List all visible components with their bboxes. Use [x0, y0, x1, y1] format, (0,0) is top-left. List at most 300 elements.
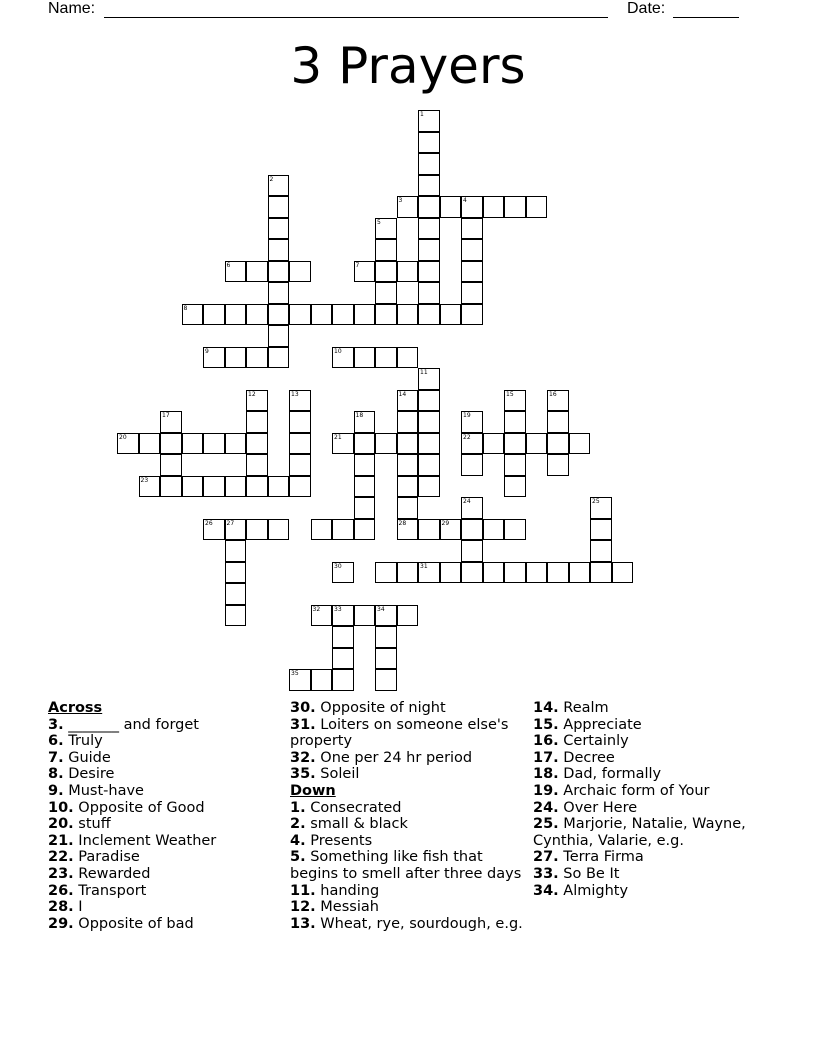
grid-cell[interactable]: [225, 261, 247, 283]
grid-cell[interactable]: [289, 304, 311, 326]
clue-number: 23: [140, 476, 149, 484]
grid-cell[interactable]: [203, 347, 225, 369]
clue-item: [48, 849, 283, 866]
grid-cell[interactable]: [547, 454, 569, 476]
clue-number: 20: [119, 433, 127, 441]
grid-cell[interactable]: [332, 626, 354, 648]
grid-cell[interactable]: [461, 519, 483, 541]
grid-cell[interactable]: [397, 562, 419, 584]
grid-cell[interactable]: [246, 261, 268, 283]
grid-cell[interactable]: [461, 304, 483, 326]
clue-number: 6.: [48, 733, 64, 750]
grid-cell[interactable]: [332, 605, 354, 627]
grid-cell[interactable]: [289, 433, 311, 455]
grid-cell[interactable]: [354, 605, 376, 627]
clue-item: [48, 916, 283, 933]
clue-text: Marjorie, Natalie, Wayne, Cynthia, Valarie, e.g.: [533, 816, 746, 849]
grid-cell[interactable]: [225, 347, 247, 369]
clue-number: 13: [291, 390, 299, 398]
grid-cell[interactable]: [289, 476, 311, 498]
clue-number: 8: [183, 304, 188, 312]
grid-cell[interactable]: [311, 605, 333, 627]
grid-cell[interactable]: [289, 261, 311, 283]
clue-item: [533, 733, 773, 750]
clue-number: 31: [420, 562, 428, 570]
grid-cell[interactable]: [354, 433, 376, 455]
clue-number: 12: [248, 390, 256, 398]
clue-item: [533, 883, 773, 900]
grid-cell[interactable]: [397, 497, 419, 519]
grid-cell[interactable]: [590, 497, 612, 519]
clue-number: 33: [334, 605, 342, 613]
grid-cell[interactable]: [547, 433, 569, 455]
clue-text: Archaic form of Your: [563, 782, 710, 799]
clue-item: [48, 733, 283, 750]
grid-cell[interactable]: [397, 454, 419, 476]
clue-number: 2.: [290, 816, 306, 833]
clue-text: Appreciate: [563, 716, 642, 733]
grid-cell[interactable]: [375, 605, 397, 627]
grid-cell[interactable]: [440, 562, 462, 584]
grid-cell[interactable]: [225, 605, 247, 627]
grid-cell[interactable]: [418, 282, 440, 304]
clue-text: Terra Firma: [563, 849, 644, 866]
grid-cell[interactable]: [160, 454, 182, 476]
grid-cell[interactable]: [483, 562, 505, 584]
clue-number: 7.: [48, 749, 64, 766]
grid-cell[interactable]: [375, 282, 397, 304]
grid-cell[interactable]: [418, 390, 440, 412]
grid-cell[interactable]: [332, 669, 354, 691]
across-clue-list: [48, 717, 283, 933]
clue-text: Loiters on someone else's property: [290, 716, 509, 750]
grid-cell[interactable]: [483, 433, 505, 455]
grid-cell[interactable]: [397, 261, 419, 283]
clue-item: [290, 916, 530, 933]
clue-text: handing: [320, 882, 380, 899]
grid-cell[interactable]: [332, 433, 354, 455]
grid-cell[interactable]: [354, 261, 376, 283]
clue-number: 14.: [533, 700, 559, 716]
grid-cell[interactable]: [418, 239, 440, 261]
grid-cell[interactable]: [418, 175, 440, 197]
clue-number: 25: [592, 498, 600, 505]
clue-number: 15.: [533, 716, 559, 733]
grid-cell[interactable]: [268, 347, 290, 369]
grid-cell[interactable]: [332, 347, 354, 369]
clue-number: 9.: [48, 782, 64, 799]
clue-text: Truly: [68, 733, 103, 750]
clue-number: 10.: [48, 799, 74, 816]
clue-text: Opposite of Good: [78, 799, 205, 816]
grid-cell[interactable]: [246, 519, 268, 541]
grid-cell[interactable]: [418, 196, 440, 218]
grid-cell[interactable]: [268, 304, 290, 326]
clue-item: [533, 700, 773, 717]
clue-text: Opposite of night: [320, 700, 446, 716]
clue-text: small & black: [310, 816, 408, 833]
grid-cell[interactable]: [203, 476, 225, 498]
clue-number: 16: [549, 390, 557, 398]
grid-cell[interactable]: [397, 433, 419, 455]
clue-item: [48, 800, 283, 817]
clue-number: 32: [312, 605, 321, 613]
grid-cell[interactable]: [461, 411, 483, 433]
grid-cell[interactable]: [375, 669, 397, 691]
clue-text: Transport: [78, 882, 147, 899]
grid-cell[interactable]: [612, 562, 634, 584]
clue-number: 2: [269, 175, 274, 183]
grid-cell[interactable]: [203, 304, 225, 326]
grid-cell[interactable]: [225, 583, 247, 605]
grid-cell[interactable]: [397, 519, 419, 541]
clue-number: 1: [420, 111, 424, 118]
grid-cell[interactable]: [289, 454, 311, 476]
grid-cell[interactable]: [418, 218, 440, 240]
grid-cell[interactable]: [397, 476, 419, 498]
grid-cell[interactable]: [354, 411, 376, 433]
grid-cell[interactable]: [590, 519, 612, 541]
grid-cell[interactable]: [354, 454, 376, 476]
clue-text: Decree: [563, 749, 615, 766]
grid-cell[interactable]: [268, 175, 290, 197]
grid-cell[interactable]: [461, 218, 483, 240]
clue-number: 27: [226, 519, 235, 527]
grid-cell[interactable]: [182, 304, 204, 326]
grid-cell[interactable]: [440, 304, 462, 326]
grid-cell[interactable]: [160, 433, 182, 455]
grid-cell[interactable]: [504, 390, 526, 412]
grid-cell[interactable]: [440, 519, 462, 541]
clue-number: 8.: [48, 766, 64, 783]
grid-cell[interactable]: [461, 454, 483, 476]
grid-cell[interactable]: [375, 347, 397, 369]
grid-cell[interactable]: [354, 519, 376, 541]
clue-item: [48, 717, 283, 734]
clue-number: 25.: [533, 816, 559, 833]
clue-number: 1.: [290, 799, 306, 816]
grid-cell[interactable]: [225, 562, 247, 584]
clue-number: 21: [334, 433, 342, 441]
grid-cell[interactable]: [246, 304, 268, 326]
grid-cell[interactable]: [569, 562, 591, 584]
clue-text: Dad, formally: [563, 766, 662, 783]
clue-number: 17: [162, 412, 170, 419]
grid-cell[interactable]: [246, 347, 268, 369]
grid-cell[interactable]: [504, 411, 526, 433]
clue-number: 19: [463, 412, 471, 419]
clue-number: 28.: [48, 899, 74, 916]
clue-text: I: [78, 899, 83, 916]
grid-cell[interactable]: [225, 519, 247, 541]
grid-cell[interactable]: [461, 540, 483, 562]
grid-cell[interactable]: [311, 519, 333, 541]
clue-text: One per 24 hr period: [320, 749, 473, 766]
grid-cell[interactable]: [547, 390, 569, 412]
clue-number: 9: [205, 347, 209, 355]
clue-number: 29: [441, 519, 450, 527]
grid-cell[interactable]: [332, 648, 354, 670]
clue-number: 21.: [48, 832, 74, 849]
grid-cell[interactable]: [397, 347, 419, 369]
down-heading: Down: [290, 782, 336, 799]
grid-cell[interactable]: [418, 153, 440, 175]
grid-cell[interactable]: [418, 411, 440, 433]
grid-cell[interactable]: [526, 433, 548, 455]
clue-item: [533, 849, 773, 866]
grid-cell[interactable]: [397, 390, 419, 412]
grid-cell[interactable]: [225, 540, 247, 562]
down-clue-list-continued: [533, 700, 773, 899]
clue-number: 26: [205, 519, 213, 527]
clue-text: Realm: [563, 700, 609, 716]
clue-text: Something like fish that begins to smell after three days: [290, 849, 522, 882]
grid-cell[interactable]: [504, 562, 526, 584]
grid-cell[interactable]: [268, 519, 290, 541]
clue-item: [48, 783, 283, 800]
grid-cell[interactable]: [203, 433, 225, 455]
grid-cell[interactable]: [418, 476, 440, 498]
grid-cell[interactable]: [375, 433, 397, 455]
clue-number: 31.: [290, 716, 316, 733]
grid-cell[interactable]: [418, 304, 440, 326]
across-clue-list-continued: [290, 700, 530, 783]
grid-cell[interactable]: [375, 218, 397, 240]
grid-cell[interactable]: [418, 454, 440, 476]
grid-cell[interactable]: [268, 282, 290, 304]
grid-cell[interactable]: [440, 196, 462, 218]
grid-cell[interactable]: [397, 411, 419, 433]
grid-cell[interactable]: [504, 433, 526, 455]
clue-item: [290, 883, 530, 900]
clue-number: 3: [398, 197, 403, 204]
grid-cell[interactable]: [225, 304, 247, 326]
across-heading: Across: [48, 700, 103, 716]
grid-cell[interactable]: [397, 605, 419, 627]
clue-number: 4.: [290, 832, 306, 849]
grid-cell[interactable]: [332, 562, 354, 584]
grid-cell[interactable]: [117, 433, 139, 455]
grid-cell[interactable]: [526, 196, 548, 218]
grid-cell[interactable]: [225, 476, 247, 498]
grid-cell[interactable]: [418, 562, 440, 584]
clue-item: [290, 766, 530, 783]
clue-number: 35: [291, 670, 299, 677]
grid-cell[interactable]: [332, 519, 354, 541]
name-label: Name:: [48, 0, 96, 17]
grid-cell[interactable]: [354, 476, 376, 498]
clue-number: 32.: [290, 749, 316, 766]
clue-item: [533, 783, 773, 800]
grid-cell[interactable]: [375, 562, 397, 584]
clue-item: [290, 700, 530, 717]
grid-cell[interactable]: [268, 218, 290, 240]
clue-item: [533, 800, 773, 817]
grid-cell[interactable]: [268, 476, 290, 498]
grid-cell[interactable]: [225, 433, 247, 455]
grid-cell[interactable]: [418, 368, 440, 390]
grid-cell[interactable]: [375, 648, 397, 670]
clue-number: 35.: [290, 766, 316, 783]
grid-cell[interactable]: [569, 433, 591, 455]
grid-cell[interactable]: [483, 519, 505, 541]
grid-cell[interactable]: [504, 454, 526, 476]
clue-number: 29.: [48, 915, 74, 932]
clue-item: [533, 717, 773, 734]
clue-text: Desire: [68, 766, 115, 783]
clue-item: [290, 899, 530, 916]
grid-cell[interactable]: [246, 454, 268, 476]
grid-cell[interactable]: [246, 411, 268, 433]
grid-cell[interactable]: [375, 239, 397, 261]
grid-cell[interactable]: [418, 433, 440, 455]
grid-cell[interactable]: [375, 304, 397, 326]
clue-text: Opposite of bad: [78, 915, 194, 932]
clue-text: Certainly: [563, 733, 629, 750]
clue-text: Messiah: [320, 899, 379, 916]
grid-cell[interactable]: [547, 562, 569, 584]
grid-cell[interactable]: [139, 433, 161, 455]
grid-cell[interactable]: [418, 132, 440, 154]
clue-item: [290, 849, 530, 882]
clue-item: [290, 816, 530, 833]
clue-text: Over Here: [563, 799, 638, 816]
grid-cell[interactable]: [246, 476, 268, 498]
clue-number: 10: [334, 347, 342, 355]
clue-item: [290, 833, 530, 850]
clue-number: 34.: [533, 882, 559, 899]
clue-number: 24.: [533, 799, 559, 816]
grid-cell[interactable]: [268, 196, 290, 218]
grid-cell[interactable]: [375, 261, 397, 283]
clue-number: 11: [420, 369, 428, 376]
clue-number: 5: [377, 218, 381, 226]
grid-cell[interactable]: [182, 476, 204, 498]
clue-text: Must-have: [68, 782, 144, 799]
clue-text: Inclement Weather: [78, 832, 217, 849]
grid-cell[interactable]: [504, 196, 526, 218]
clue-number: 30: [334, 562, 342, 570]
clue-item: [48, 750, 283, 767]
grid-cell[interactable]: [590, 540, 612, 562]
grid-cell[interactable]: [461, 196, 483, 218]
grid-cell[interactable]: [504, 519, 526, 541]
clue-number: 16.: [533, 733, 559, 750]
clue-number: 26.: [48, 882, 74, 899]
clue-text: Soleil: [320, 766, 360, 783]
clue-number: 17.: [533, 749, 559, 766]
grid-cell[interactable]: [311, 304, 333, 326]
grid-cell[interactable]: [332, 304, 354, 326]
clue-item: [48, 899, 283, 916]
clue-text: _______ and forget: [68, 716, 199, 733]
grid-cell[interactable]: [397, 196, 419, 218]
clue-number: 23.: [48, 865, 74, 882]
clue-number: 24: [463, 498, 471, 505]
grid-cell[interactable]: [246, 433, 268, 455]
clue-item: [533, 766, 773, 783]
grid-cell[interactable]: [354, 347, 376, 369]
clue-text: Consecrated: [310, 799, 402, 816]
grid-cell[interactable]: [246, 390, 268, 412]
grid-cell[interactable]: [397, 304, 419, 326]
grid-cell[interactable]: [289, 669, 311, 691]
clue-number: 22.: [48, 849, 74, 866]
clue-number: 34: [377, 605, 385, 613]
clue-number: 18.: [533, 766, 559, 783]
clue-number: 12.: [290, 899, 316, 916]
grid-cell[interactable]: [483, 196, 505, 218]
clue-column-2: [290, 700, 530, 932]
clue-item: [533, 750, 773, 767]
grid-cell[interactable]: [461, 239, 483, 261]
clue-number: 20.: [48, 816, 74, 833]
clue-number: 30.: [290, 700, 316, 716]
clue-number: 3.: [48, 716, 64, 733]
grid-cell[interactable]: [268, 261, 290, 283]
grid-cell[interactable]: [182, 433, 204, 455]
clue-item: [533, 866, 773, 883]
clue-column-3: [533, 700, 773, 899]
clue-text: Almighty: [563, 882, 629, 899]
page-title: 3 Prayers: [290, 37, 526, 95]
grid-cell[interactable]: [289, 411, 311, 433]
grid-cell[interactable]: [504, 476, 526, 498]
grid-cell[interactable]: [268, 325, 290, 347]
clue-item: [48, 766, 283, 783]
grid-cell[interactable]: [418, 110, 440, 132]
clue-text: So Be It: [563, 865, 620, 882]
clue-column-1: [48, 700, 283, 932]
grid-cell[interactable]: [354, 497, 376, 519]
grid-cell[interactable]: [461, 261, 483, 283]
clue-text: Guide: [68, 749, 111, 766]
grid-cell[interactable]: [139, 476, 161, 498]
date-label: Date:: [627, 0, 666, 17]
grid-cell[interactable]: [461, 497, 483, 519]
clue-number: 6: [226, 261, 231, 269]
clue-number: 14: [398, 390, 407, 398]
grid-cell[interactable]: [547, 411, 569, 433]
clue-item: [290, 750, 530, 767]
grid-cell[interactable]: [203, 519, 225, 541]
grid-cell[interactable]: [590, 562, 612, 584]
clue-number: 7: [355, 261, 360, 269]
grid-cell[interactable]: [354, 304, 376, 326]
grid-cell[interactable]: [375, 626, 397, 648]
grid-cell[interactable]: [461, 282, 483, 304]
grid-cell[interactable]: [160, 411, 182, 433]
grid-cell[interactable]: [461, 433, 483, 455]
grid-cell[interactable]: [418, 519, 440, 541]
grid-cell[interactable]: [461, 562, 483, 584]
grid-cell[interactable]: [418, 261, 440, 283]
grid-cell[interactable]: [160, 476, 182, 498]
clue-number: 13.: [290, 915, 316, 932]
grid-cell[interactable]: [268, 239, 290, 261]
clue-text: Wheat, rye, sourdough, e.g.: [320, 915, 523, 932]
clue-item: [48, 816, 283, 833]
down-clue-list: [290, 800, 530, 933]
clue-number: 28: [398, 519, 407, 527]
grid-cell[interactable]: [311, 669, 333, 691]
clue-number: 4: [463, 197, 467, 204]
clue-number: 11.: [290, 882, 316, 899]
clue-number: 15: [506, 390, 514, 398]
clue-text: stuff: [78, 816, 111, 833]
grid-cell[interactable]: [289, 390, 311, 412]
grid-cell[interactable]: [526, 562, 548, 584]
